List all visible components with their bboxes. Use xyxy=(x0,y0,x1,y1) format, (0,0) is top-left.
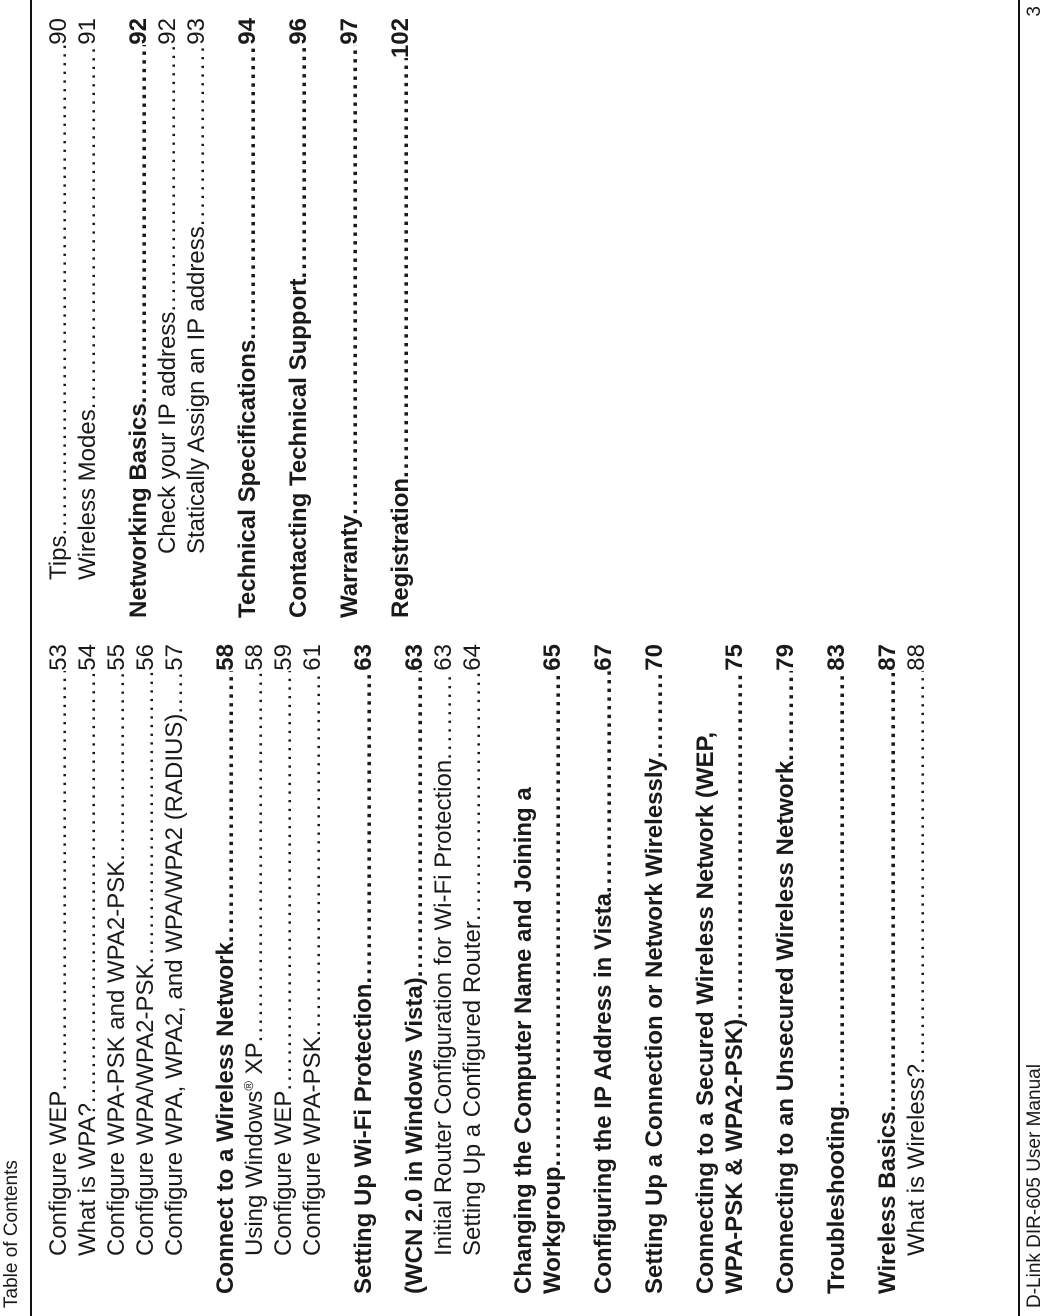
toc-entry-page: 58 xyxy=(212,644,239,671)
toc-entry[interactable] xyxy=(73,18,102,618)
dot-leader xyxy=(386,58,415,478)
toc-entry-title: Configure WEP xyxy=(270,1090,297,1256)
toc-entry[interactable] xyxy=(102,644,131,1294)
toc-entry[interactable] xyxy=(349,644,378,1294)
toc-right-column xyxy=(44,18,415,618)
toc-entry[interactable] xyxy=(233,18,262,618)
toc-entry[interactable] xyxy=(182,18,211,618)
toc-entry-title: Setting Up a Connection or Network Wirelessly xyxy=(641,758,668,1294)
toc-entry[interactable] xyxy=(873,644,902,1294)
toc-entry-title: Warranty xyxy=(336,514,363,618)
toc-entry[interactable] xyxy=(640,644,669,1294)
toc-entry[interactable] xyxy=(335,18,364,618)
dot-leader xyxy=(233,45,262,340)
toc-entry[interactable] xyxy=(44,644,73,1294)
toc-entry[interactable] xyxy=(131,644,160,1294)
dot-leader xyxy=(73,45,102,410)
toc-entry-title: Contacting Technical Support xyxy=(285,278,312,618)
toc-entry-title: What is WPA? xyxy=(74,1103,101,1256)
toc-entry[interactable] xyxy=(73,644,102,1294)
toc-entry[interactable] xyxy=(269,644,298,1294)
toc-entry[interactable] xyxy=(124,18,153,618)
toc-entry[interactable] xyxy=(902,644,931,1294)
toc-entry-page: 70 xyxy=(641,644,668,671)
toc-entry-page: 91 xyxy=(74,18,101,45)
toc-entry-page: 90 xyxy=(45,18,72,45)
toc-entry-title: Using Windows® XP xyxy=(241,1042,268,1256)
dot-leader xyxy=(298,671,327,1037)
toc-entry-page: 87 xyxy=(874,644,901,671)
toc-entry-page: 57 xyxy=(161,644,188,671)
toc-entry-title: Workgroup xyxy=(539,1166,566,1294)
toc-entry-title: WPA-PSK & WPA2-PSK) xyxy=(721,1018,748,1294)
toc-entry-page: 102 xyxy=(387,18,414,59)
toc-entry-page: 58 xyxy=(241,644,268,671)
dot-leader xyxy=(269,671,298,1091)
toc-entry-title: Configure WEP xyxy=(45,1090,72,1256)
dot-leader xyxy=(720,671,749,1019)
toc-entry-title: Tips xyxy=(45,535,72,580)
section-header: Table of Contents xyxy=(1,1160,22,1308)
toc-entry-page: 63 xyxy=(401,644,428,671)
dot-leader xyxy=(458,671,487,921)
toc-entry[interactable] xyxy=(211,644,240,1294)
toc-entry-page: 54 xyxy=(74,644,101,671)
dot-leader xyxy=(73,671,102,1103)
dot-leader xyxy=(873,671,902,1112)
toc-entry-title: Registration xyxy=(387,477,414,618)
dot-leader xyxy=(538,671,567,1167)
toc-entry-page: 59 xyxy=(270,644,297,671)
dot-leader xyxy=(902,671,931,1064)
toc-entry-title: Technical Specifications xyxy=(234,339,261,618)
dot-leader xyxy=(160,671,189,714)
toc-entry[interactable] xyxy=(44,18,73,618)
toc-entry-page: 83 xyxy=(823,644,850,671)
dot-leader xyxy=(429,671,458,760)
toc-entry-title: Troubleshooting xyxy=(823,1106,850,1294)
toc-entry-page: 56 xyxy=(132,644,159,671)
toc-entry-title: Configure WPA, WPA2, and WPA/WPA2 (RADIUS) xyxy=(161,713,188,1256)
toc-entry-page: 93 xyxy=(183,18,210,45)
dot-leader xyxy=(131,671,160,964)
dot-leader xyxy=(771,671,800,761)
toc-entry-title: What is Wireless? xyxy=(903,1063,930,1256)
toc-entry-title: Setting Up Wi-Fi Protection xyxy=(350,983,377,1294)
dot-leader xyxy=(240,671,269,1043)
toc-entry[interactable] xyxy=(458,644,487,1294)
toc-entry-page: 75 xyxy=(721,644,748,671)
toc-entry[interactable] xyxy=(298,644,327,1294)
dot-leader xyxy=(822,671,851,1106)
dot-leader xyxy=(102,671,131,861)
toc-entry-page: 97 xyxy=(336,18,363,45)
dot-leader xyxy=(44,45,73,536)
toc-entry[interactable] xyxy=(538,644,567,1294)
toc-entry[interactable] xyxy=(589,644,618,1294)
toc-entry-title: Connect to a Wireless Network xyxy=(212,942,239,1294)
dot-leader xyxy=(44,671,73,1091)
toc-entry[interactable] xyxy=(429,644,458,1294)
toc-entry-page: 96 xyxy=(285,18,312,45)
dot-leader xyxy=(589,671,618,893)
toc-entry-title-line: Changing the Computer Name and Joining a xyxy=(510,787,537,1294)
dot-leader xyxy=(182,45,211,227)
toc-entry-title: Configure WPA/WPA2-PSK xyxy=(132,963,159,1256)
toc-left-column xyxy=(44,644,931,1294)
toc-entry-page: 92 xyxy=(125,18,152,45)
footer-page-number: 3 xyxy=(1024,6,1045,17)
dot-leader xyxy=(335,45,364,515)
header-rule xyxy=(30,0,32,1316)
toc-entry-title: Configure WPA-PSK and WPA2-PSK xyxy=(103,860,130,1256)
toc-entry[interactable] xyxy=(400,644,429,1294)
toc-entry-page: 61 xyxy=(299,644,326,671)
toc-entry-page: 67 xyxy=(590,644,617,671)
toc-entry-page: 63 xyxy=(430,644,457,671)
dot-leader xyxy=(640,671,669,758)
toc-entry-page: 88 xyxy=(903,644,930,671)
toc-entry-title: Check your IP address xyxy=(154,311,181,554)
toc-entry-title: Initial Router Configuration for Wi-Fi Protection xyxy=(430,759,457,1256)
toc-entry-title: Configure WPA-PSK xyxy=(299,1036,326,1256)
dot-leader xyxy=(284,45,313,279)
toc-entry-title: (WCN 2.0 in Windows Vista) xyxy=(401,977,428,1294)
toc-entry-title: Connecting to an Unsecured Wireless Network xyxy=(772,760,799,1294)
toc-entry[interactable] xyxy=(386,18,415,618)
dot-leader xyxy=(349,671,378,984)
toc-entry-title: Wireless Modes xyxy=(74,409,101,580)
toc-entry-title: Setting Up a Configured Router xyxy=(459,921,486,1256)
toc-entry-page: 94 xyxy=(234,18,261,45)
toc-entry[interactable] xyxy=(720,644,749,1294)
toc-entry[interactable] xyxy=(240,644,269,1294)
toc-entry[interactable] xyxy=(160,644,189,1294)
toc-entry-page: 53 xyxy=(45,644,72,671)
footer-manual-title: D-Link DIR-605 User Manual xyxy=(1024,1064,1045,1308)
toc-entry-page: 79 xyxy=(772,644,799,671)
toc-entry-title: Statically Assign an IP address xyxy=(183,226,210,554)
dot-leader xyxy=(400,671,429,978)
dot-leader xyxy=(153,45,182,312)
dot-leader xyxy=(211,671,240,942)
toc-entry[interactable] xyxy=(284,18,313,618)
toc-entry-title: Configuring the IP Address in Vista xyxy=(590,893,617,1294)
toc-entry-page: 64 xyxy=(459,644,486,671)
toc-entry-title: Wireless Basics xyxy=(874,1111,901,1294)
toc-entry-title: Networking Basics xyxy=(125,403,152,618)
toc-entry-page: 63 xyxy=(350,644,377,671)
toc-entry-page: 65 xyxy=(539,644,566,671)
toc-entry-page: 55 xyxy=(103,644,130,671)
toc-entry-title-line: Connecting to a Secured Wireless Network (WEP, xyxy=(692,731,719,1294)
toc-entry-page: 92 xyxy=(154,18,181,45)
dot-leader xyxy=(124,45,153,404)
toc-entry[interactable] xyxy=(771,644,800,1294)
toc-entry[interactable] xyxy=(822,644,851,1294)
toc-entry[interactable] xyxy=(153,18,182,618)
footer-rule xyxy=(1018,0,1020,1316)
